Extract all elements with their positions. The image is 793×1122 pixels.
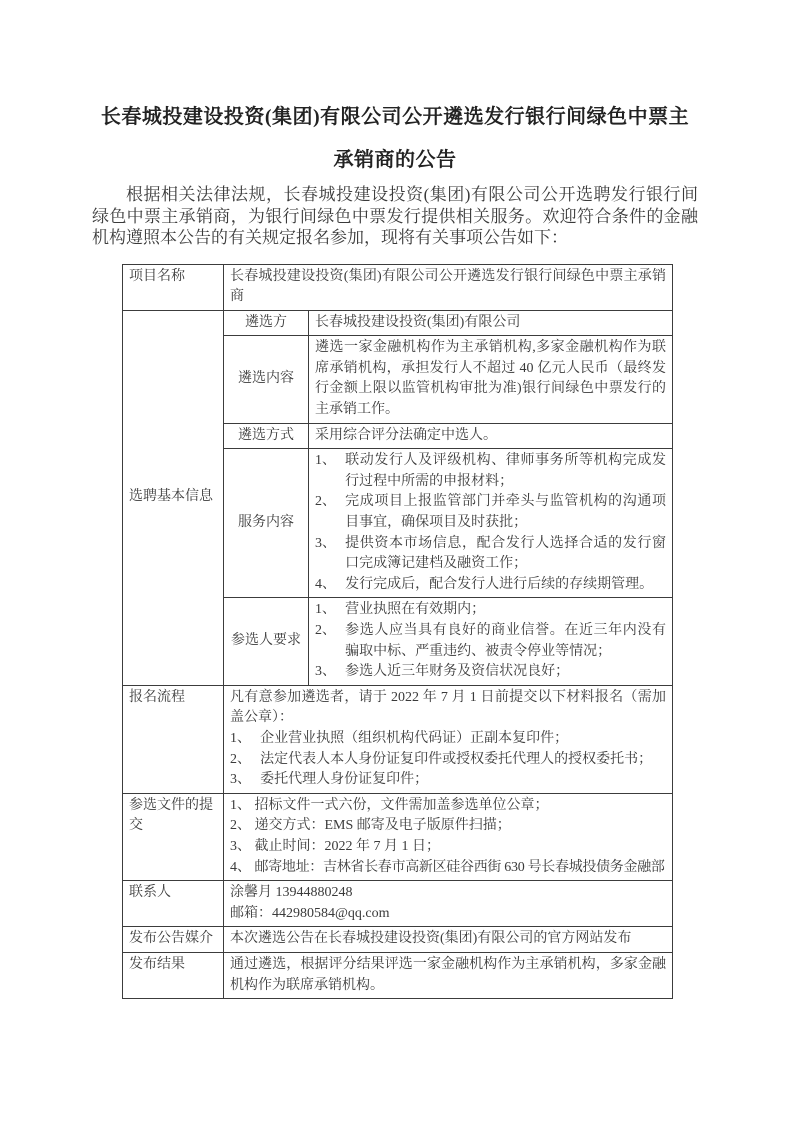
service-item xyxy=(315,534,666,575)
registration-item-number: 1、 xyxy=(230,730,251,746)
project-name-label: 项目名称 xyxy=(123,264,224,310)
selection-content-label: 遴选内容 xyxy=(224,336,309,423)
service-item-number: 1、 xyxy=(315,453,336,469)
contact-value xyxy=(224,881,673,927)
submission-item-text: 截止时间：2022 年 7 月 1 日； xyxy=(254,838,440,854)
submission-item xyxy=(230,837,666,858)
submission-item-text: 邮寄地址：吉林省长春市高新区硅谷西街 630 号长春城投债务金融部 xyxy=(254,859,665,875)
row-project-name xyxy=(123,264,673,310)
requirement-item-number: 1、 xyxy=(315,602,336,618)
registration-item-text: 委托代理人身份证复印件； xyxy=(260,772,429,788)
submission-item-number: 4、 xyxy=(230,859,251,875)
project-name-value: 长春城投建设投资(集团)有限公司公开遴选发行银行间绿色中票主承销商 xyxy=(224,264,673,310)
row-selector xyxy=(123,310,673,336)
submission-item xyxy=(230,858,666,879)
selection-method-label: 遴选方式 xyxy=(224,423,309,449)
submission-value xyxy=(224,793,673,880)
basic-info-label: 选聘基本信息 xyxy=(123,310,224,685)
media-label: 发布公告媒介 xyxy=(123,927,224,953)
submission-item-number: 1、 xyxy=(230,797,251,813)
submission-item-number: 2、 xyxy=(230,818,251,834)
result-value: 通过遴选，根据评分结果评选一家金融机构作为主承销机构，多家金融机构作为联席承销机构。 xyxy=(224,952,673,998)
submission-item xyxy=(230,796,666,817)
services-label: 服务内容 xyxy=(224,449,309,598)
service-item-text: 发行完成后，配合发行人进行后续的存续期管理。 xyxy=(345,576,654,592)
row-registration xyxy=(123,685,673,793)
service-item xyxy=(315,492,666,533)
row-contact xyxy=(123,881,673,927)
requirements-label: 参选人要求 xyxy=(224,598,309,685)
row-submission xyxy=(123,793,673,880)
announcement-table xyxy=(122,264,673,1000)
requirement-item-number: 2、 xyxy=(315,623,336,638)
service-item-number: 4、 xyxy=(315,576,336,592)
contact-email: 邮箱：442980584@qq.com xyxy=(230,905,390,921)
submission-label: 参选文件的提交 xyxy=(123,793,224,880)
service-item xyxy=(315,451,666,492)
selection-method-value: 采用综合评分法确定中选人。 xyxy=(309,423,673,449)
submission-item-text: 递交方式：EMS 邮寄及电子版原件扫描； xyxy=(254,818,511,834)
submission-item-number: 3、 xyxy=(230,838,251,854)
requirement-item-text: 参选人应当具有良好的商业信誉。在近三年内没有骗取中标、严重违约、被责令停业等情况； xyxy=(345,623,667,659)
contact-name-phone: 涂馨月 13944880248 xyxy=(230,885,353,901)
registration-item-number: 3、 xyxy=(230,772,251,788)
registration-value xyxy=(224,685,673,793)
document-title: 长春城投建设投资(集团)有限公司公开遴选发行银行间绿色中票主承销商的公告 xyxy=(100,106,690,171)
registration-item-text: 企业营业执照（组织机构代码证）正副本复印件； xyxy=(260,730,569,746)
registration-intro: 凡有意参加遴选者，请于 2022 年 7 月 1 日前提交以下材料报名（需加盖公章）： xyxy=(230,689,667,726)
requirement-item-number: 3、 xyxy=(315,664,336,680)
service-item-number: 3、 xyxy=(315,535,336,551)
requirement-item-text: 营业执照在有效期内； xyxy=(345,602,486,618)
document-content xyxy=(92,96,698,999)
row-media xyxy=(123,927,673,953)
result-label: 发布结果 xyxy=(123,952,224,998)
requirements-value xyxy=(309,598,673,685)
intro-paragraph: 根据相关法律法规，长春城投建设投资(集团)有限公司公开选聘发行银行间绿色中票主承销商，为银行间绿色中票发行提供相关服务。欢迎符合条件的金融机构遵照本公告的有关规定报名参加，现将有关事项公告如下： xyxy=(92,185,698,247)
requirement-item xyxy=(315,600,666,621)
service-item-text: 完成项目上报监管部门并牵头与监管机构的沟通项目事宜，确保项目及时获批； xyxy=(345,494,667,531)
requirement-item xyxy=(315,662,666,683)
registration-item xyxy=(230,750,666,771)
registration-item xyxy=(230,770,666,791)
requirement-item xyxy=(315,621,666,662)
registration-item xyxy=(230,729,666,750)
selector-label: 遴选方 xyxy=(224,310,309,336)
submission-item xyxy=(230,816,666,837)
service-item-text: 联动发行人及评级机构、律师事务所等机构完成发行过程中所需的申报材料； xyxy=(345,453,667,489)
row-result xyxy=(123,952,673,998)
service-item-text: 提供资本市场信息，配合发行人选择合适的发行窗口完成簿记建档及融资工作； xyxy=(345,535,667,572)
registration-item-number: 2、 xyxy=(230,751,251,767)
registration-item-text: 法定代表人本人身份证复印件或授权委托代理人的授权委托书； xyxy=(260,751,653,767)
service-item xyxy=(315,575,666,596)
service-item-number: 2、 xyxy=(315,494,336,510)
submission-item-text: 招标文件一式六份，文件需加盖参选单位公章； xyxy=(254,797,549,813)
requirement-item-text: 参选人近三年财务及资信状况良好； xyxy=(345,664,570,680)
registration-label: 报名流程 xyxy=(123,685,224,793)
contact-label: 联系人 xyxy=(123,881,224,927)
selection-content-value: 遴选一家金融机构作为主承销机构,多家金融机构作为联席承销机构，承担发行人不超过 40 亿元人民币（最终发行金额上限以监管机构审批为准)银行间绿色中票发行的主承销工作。 xyxy=(309,336,673,423)
media-value: 本次遴选公告在长春城投建设投资(集团)有限公司的官方网站发布 xyxy=(224,927,673,953)
selector-value: 长春城投建设投资(集团)有限公司 xyxy=(309,310,673,336)
services-value xyxy=(309,449,673,598)
